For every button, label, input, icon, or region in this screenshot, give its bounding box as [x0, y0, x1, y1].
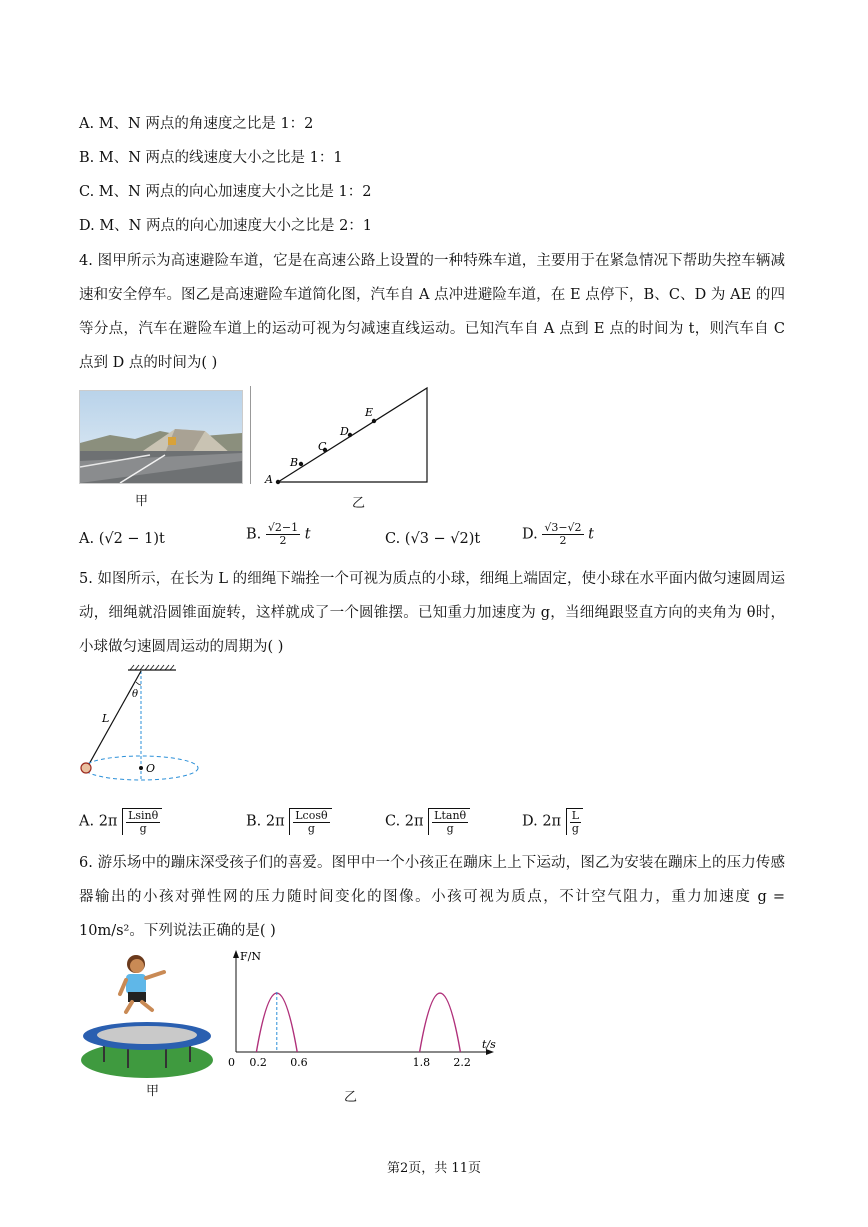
q5-option-a [79, 808, 162, 835]
q3-option-b: B. M、N 两点的线速度大小之比是 1：1 [79, 150, 343, 166]
q3-option-d: D. M、N 两点的向心加速度大小之比是 2：1 [79, 218, 373, 234]
diagram-caption-yi: 乙 [352, 496, 366, 511]
q5-c-den: g [446, 822, 454, 835]
sqrt-icon [566, 808, 583, 835]
q5-b-den: g [307, 822, 315, 835]
label-theta: θ [132, 689, 139, 700]
y-axis-arrow [233, 950, 239, 958]
q3-option-c: C. M、N 两点的向心加速度大小之比是 1：2 [79, 184, 372, 200]
q4-option-d-label: D. [522, 526, 538, 543]
q5-option-d [522, 808, 583, 835]
q4-option-b-fraction [266, 522, 300, 547]
q5-a-label: A. 2π [79, 813, 118, 830]
q4-d-t: t [588, 526, 594, 543]
q5-stem: 5. 如图所示，在长为 L 的细绳下端拴一个可视为质点的小球，细绳上端固定，使小球在水平面内做匀速圆周运动，细绳就沿圆锥面旋转，这样就成了一个圆锥摆。已知重力加速度为 g，当细绳跟竖直方向的夹角为 θ时，小球做匀速圆周运动的周期为( ) [79, 571, 785, 655]
label-e: E [365, 406, 374, 419]
q4-b-numerator: √2−1 [267, 521, 299, 534]
trampoline-child-illustration [80, 950, 214, 1082]
q4-option-c: C. (√3 − √2)t [385, 531, 481, 547]
conical-pendulum-diagram [76, 662, 206, 784]
x-tick-label: 1.8 [412, 1056, 431, 1069]
sqrt-icon [289, 808, 331, 835]
q5-option-b [246, 808, 332, 835]
q5-a-numerator: Lsinθ [128, 809, 159, 822]
point-a [276, 480, 280, 484]
q5-b-label: B. 2π [246, 813, 285, 830]
q4-option-d [522, 522, 594, 547]
q5-option-c [385, 808, 470, 835]
q4-option-d-fraction [542, 522, 583, 547]
escape-lane-photo [79, 390, 243, 484]
y-axis-label: F/N [240, 950, 261, 963]
point-e [372, 419, 376, 423]
escape-lane-diagram [262, 384, 442, 488]
q4-option-b [246, 522, 311, 547]
divider [250, 386, 251, 484]
q4-d-numerator: √3−√2 [544, 521, 582, 534]
x-tick-label: 0 [228, 1056, 235, 1069]
x-tick-label: 0.2 [249, 1056, 267, 1069]
q5-d-den: g [571, 822, 579, 835]
label-d: D [340, 425, 349, 438]
x-tick-label: 2.2 [453, 1056, 471, 1069]
point-b [299, 462, 303, 466]
q3-option-a: A. M、N 两点的角速度之比是 1：2 [79, 116, 314, 132]
sqrt-icon [428, 808, 470, 835]
label-b: B [290, 456, 299, 469]
q5-b-numerator: Lcosθ [295, 809, 328, 822]
q5-c-numerator: Ltanθ [434, 809, 467, 822]
label-L: L [102, 712, 110, 725]
chart-caption-yi: 乙 [344, 1090, 358, 1105]
x-tick-label: 0.6 [290, 1056, 308, 1069]
page-footer: 第2页，共 11页 [387, 1161, 481, 1176]
label-c: C [318, 440, 327, 453]
q5-a-den: g [139, 822, 147, 835]
q4-b-t: t [304, 526, 311, 543]
label-O: O [146, 762, 156, 775]
q5-d-label: D. 2π [522, 813, 562, 830]
q4-b-denominator: 2 [279, 534, 287, 547]
q4-option-b-label: B. [246, 526, 262, 543]
q4-stem: 4. 图甲所示为高速避险车道，它是在高速公路上设置的一种特殊车道，主要用于在紧急情况下帮助失控车辆减速和安全停车。图乙是高速避险车道简化图，汽车自 A 点冲进避险车道，在 E 点停下，B、C、D 为 AE 的四等分点，汽车在避险车道上的运动可视为匀减速直线运动。已知汽车自 A 点到 E 点的时间为 t，则汽车自 C 点到 D 点的时间为( ) [79, 253, 785, 371]
illustration-caption-jia: 甲 [146, 1084, 160, 1099]
q5-d-numerator: L [571, 809, 580, 822]
label-a: A [265, 473, 273, 486]
sqrt-icon [122, 808, 162, 835]
q4-d-denominator: 2 [559, 534, 567, 547]
q6-stem: 6. 游乐场中的蹦床深受孩子们的喜爱。图甲中一个小孩正在蹦床上上下运动，图乙为安装在蹦床上的压力传感器输出的小孩对弹性网的压力随时间变化的图像。小孩可视为质点，不计空气阻力，重力加速度 g = 10m/s²。下列说法正确的是( ) [79, 855, 785, 939]
q5-c-label: C. 2π [385, 813, 424, 830]
x-axis-label: t/s [482, 1038, 496, 1051]
photo-caption-jia: 甲 [135, 494, 149, 509]
force-time-chart [224, 946, 504, 1072]
q4-option-a: A. (√2 − 1)t [79, 531, 165, 547]
force-pulse-2 [420, 993, 461, 1052]
